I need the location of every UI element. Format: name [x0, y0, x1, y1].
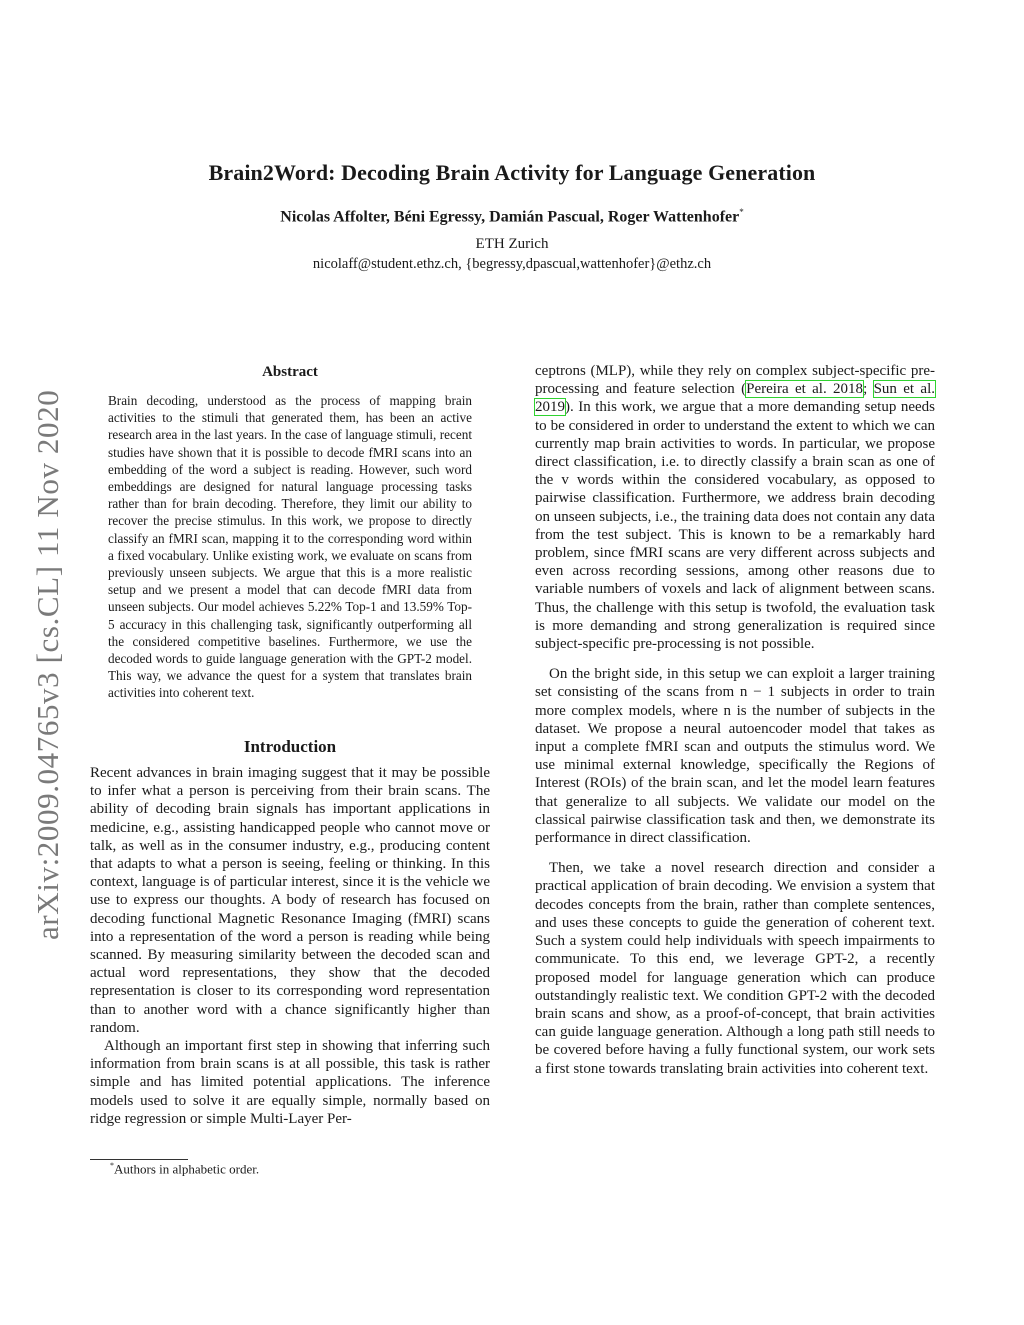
- citation-link-sun-2019[interactable]: Sun et al. 2019: [535, 381, 936, 416]
- author-emails: nicolaff@student.ethz.ch, {begressy,dpascual,wattenhofer}@ethz.ch: [312, 256, 712, 272]
- paragraph-3-lead: ceptrons (MLP), while they rely on complex subject-specific pre-processing and feature selection (: [535, 363, 935, 398]
- right-column-body: [535, 362, 935, 1078]
- introduction-heading: Introduction: [243, 737, 337, 756]
- author-names: Nicolas Affolter, Béni Egressy, Damián Pascual, Roger Wattenhofer: [280, 208, 740, 226]
- author-footnote-mark: *: [739, 207, 744, 217]
- intro-paragraph-5: Then, we take a novel research direction and consider a practical application of brain decoding. We envision a system that decodes concepts from the brain, rather than complete sentences, and uses these concepts to guide the generation of coherent text. Such a system could help individuals with speech impairments to communicate. To this end, we leverage GPT-2, a recently proposed model for language generation which can produce outstandingly realistic text. We condition GPT-2 with the decoded brain scans and show, as a proof-of-concept, that brain activities can guide language generation. Although a long path still needs to be covered before having a fully functional system, our work sets a first stone towards translating brain activities into coherent text.: [535, 860, 935, 1077]
- arxiv-identifier: arXiv:2009.04765v3 [cs.CL] 11 Nov 2020: [30, 389, 65, 940]
- affiliation: ETH Zurich: [475, 236, 549, 252]
- abstract-text: Brain decoding, understood as the process of mapping brain activities to the stimuli that generated them, has been an active research area in the last years. In the case of language stimuli, recent studies have shown that it is possible to decode fMRI scans into an embedding of the word a subject is reading. However, such word embeddings are designed for natural language processing tasks rather than for brain decoding. Therefore, they limit our ability to recover the precise stimulus. In this work, we propose to directly classify an fMRI scan, mapping it to the corresponding word within a fixed vocabulary. Unlike existing work, we evaluate on scans from previously unseen subjects. We argue that this is a more realistic setup and we present a model that can decode fMRI data from unseen subjects. Our model achieves 5.22% Top-1 and 13.59% Top-5 accuracy in this challenging task, significantly outperforming all the considered competitive baselines. Furthermore, we use the decoded words to guide language generation with the GPT-2 model. This way, we advance the quest for a system that translates brain activities into coherent text.: [108, 393, 472, 701]
- intro-paragraph-4: On the bright side, in this setup we can exploit a larger training set consisting of the scans from n − 1 subjects in order to train more complex models, where n is the number of subjects in the dataset. We propose a neural autoencoder model that takes as input a complete fMRI scan and outputs the stimulus word. We use minimal external knowledge, specifically the Regions of Interest (ROIs) of the brain scan, and let the model learn features that generalize to all subjects. We validate our model on the classical pairwise classification task and then, we demonstrate its performance in direct classification.: [535, 666, 935, 847]
- paper-title: Brain2Word: Decoding Brain Activity for Language Generation: [208, 160, 816, 185]
- intro-paragraph-3: [535, 362, 935, 653]
- footnote: [110, 1161, 259, 1177]
- citation-separator: ;: [863, 381, 874, 398]
- footnote-text: Authors in alphabetic order.: [114, 1161, 260, 1177]
- footnote-mark: *: [110, 1161, 114, 1170]
- paragraph-3-rest: ). In this work, we argue that a more demanding setup needs to be considered in order to understand the extent to which we can currently map brain activities to words. In particular, we propose direct classification, i.e. to directly classify a brain scan as one of the v words within the considered vocabulary, as opposed to pairwise classification. Furthermore, we address brain decoding on unseen subjects, i.e., the training data does not contain any data from the test subject. This is known to be a remarkably hard problem, since fMRI scans are very different across subjects and even across recording sessions, among other reasons due to variable numbers of voxels and lack of alignment between scans. Thus, the challenge with this setup is twofold, the evaluation task is more demanding and strong generalization is required since subject-specific pre-processing is not possible.: [535, 399, 935, 653]
- intro-paragraph-2: Although an important first step in showing that inferring such information from brain scans is at all possible, this task is rather simple and has limited potential applications. The inference models used to solve it are equally simple, normally based on ridge regression or simple Multi-Layer Per-: [90, 1038, 490, 1127]
- citation-link-pereira-2018[interactable]: Pereira et al. 2018: [746, 381, 864, 398]
- author-list: [0, 207, 1024, 226]
- footnote-rule: [90, 1159, 188, 1160]
- abstract-heading: Abstract: [262, 364, 318, 380]
- left-column-body: [90, 764, 490, 1128]
- intro-paragraph-1: Recent advances in brain imaging suggest that it may be possible to infer what a person is perceiving from their brain scans. The ability of decoding brain signals has important applications in medicine, e.g., assisting handicapped people who cannot move or talk, as well as in the consumer industry, e.g., producing content that adapts to what a person is seeing, feeling or thinking. In this context, language is of particular interest, since it is the vehicle we use to express our thoughts. A body of research has focused on decoding functional Magnetic Resonance Imaging (fMRI) scans into a representation of the word a person is reading while being scanned. By measuring similarity between the decoded scan and actual word representations, they show that the decoded representation is closer to its corresponding word representation than to another word with a chance significantly higher than random.: [90, 765, 490, 1036]
